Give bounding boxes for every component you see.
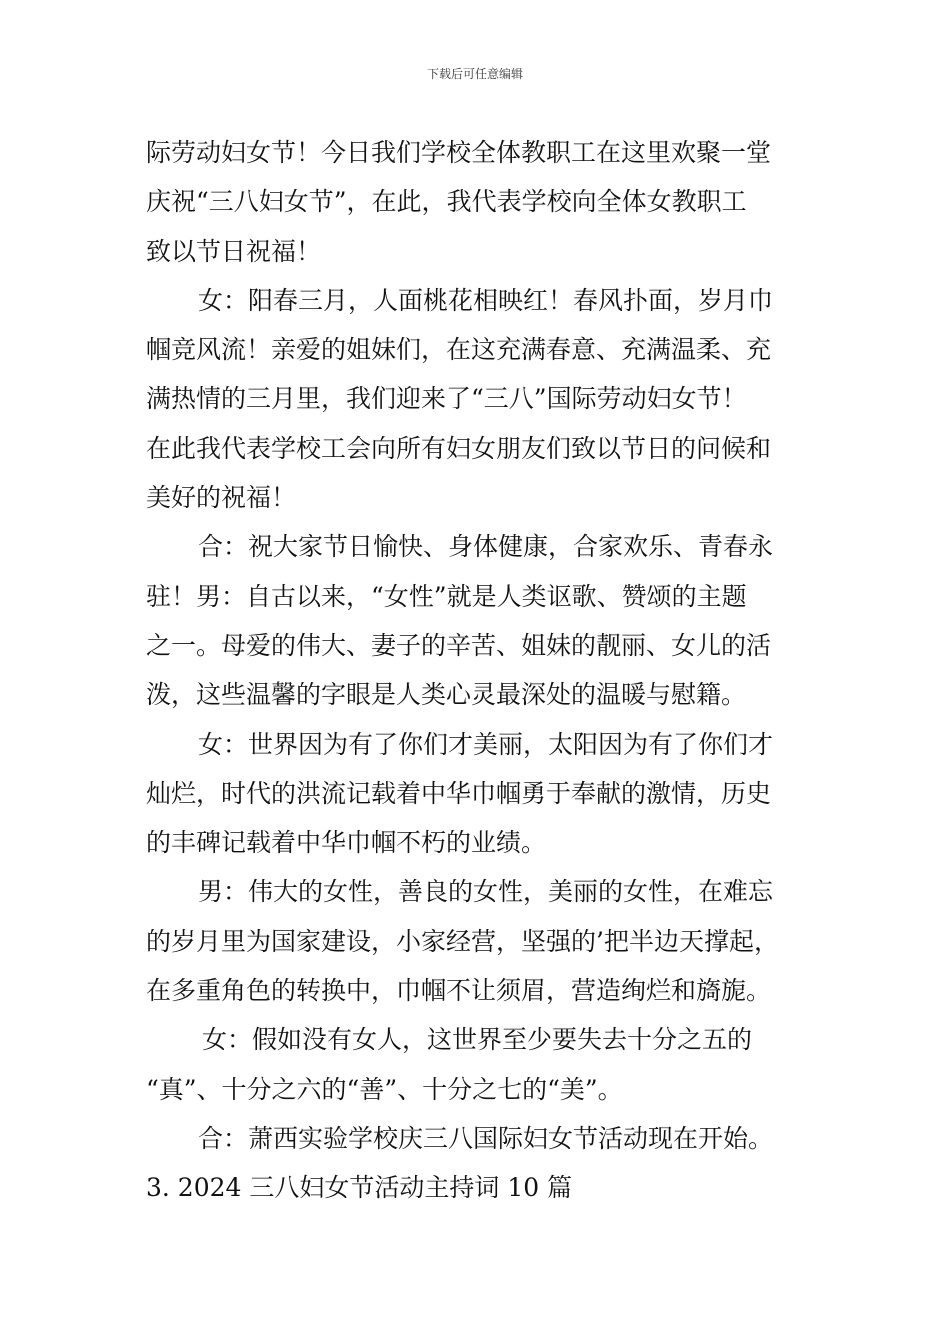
text-line: “真”、十分之六的“善”、十分之七的“美”。 — [146, 1074, 623, 1104]
text-line: 际劳动妇女节！今日我们学校全体教职工在这里欢聚一堂 — [146, 138, 772, 167]
text-line: 的丰碑记载着中华巾帼不朽的业绩。 — [146, 828, 547, 858]
text-line: 在此我代表学校工会向所有妇女朋友们致以节日的问候和 — [146, 433, 772, 463]
text-line: 泼，这些温馨的字眼是人类心灵最深处的温暖与慰籍。 — [146, 680, 747, 710]
document-body — [146, 128, 826, 1213]
text-line: 之一。母爱的伟大、妻子的辛苦、姐妹的靓丽、女儿的活 — [146, 630, 772, 660]
text-line: 驻！男：自古以来，“女性”就是人类讴歌、赞颂的主题 — [146, 581, 747, 611]
text-line: 女：假如没有女人，这世界至少要失去十分之五的 — [202, 1025, 753, 1055]
text-line: 灿烂，时代的洪流记载着中华巾帼勇于奉献的激情，历史 — [146, 778, 772, 808]
text-line: 庆祝“三八妇女节”，在此，我代表学校向全体女教职工 — [146, 187, 747, 217]
text-line: 致以节日祝福！ — [146, 236, 322, 266]
text-line: 美好的祝福！ — [146, 483, 297, 513]
text-line: 女：阳春三月，人面桃花相映红！春风扑面，岁月巾 — [198, 285, 774, 315]
text-line: 合：萧西实验学校庆三八国际妇女节活动现在开始。 — [198, 1123, 774, 1153]
page-header-note: 下载后可任意编辑 — [426, 67, 523, 81]
text-line: 男：伟大的女性，善良的女性，美丽的女性，在难忘 — [198, 877, 774, 907]
text-line: 满热情的三月里，我们迎来了“三八”国际劳动妇女节！ — [146, 384, 747, 414]
text-line: 合：祝大家节日愉快、身体健康，合家欢乐、青春永 — [198, 532, 774, 562]
text-line: 在多重角色的转换中，巾帼不让须眉，营造绚烂和旖旎。 — [146, 976, 772, 1006]
text-line: 帼竞风流！亲爱的姐妹们，在这充满春意、充满温柔、充 — [146, 335, 772, 365]
section-heading: 3. 2024 三八妇女节活动主持词 10 篇 — [146, 1173, 573, 1203]
text-line: 女：世界因为有了你们才美丽，太阳因为有了你们才 — [198, 729, 774, 759]
text-line: 的岁月里为国家建设，小家经营，坚强的’把半边天撑起， — [146, 926, 779, 956]
